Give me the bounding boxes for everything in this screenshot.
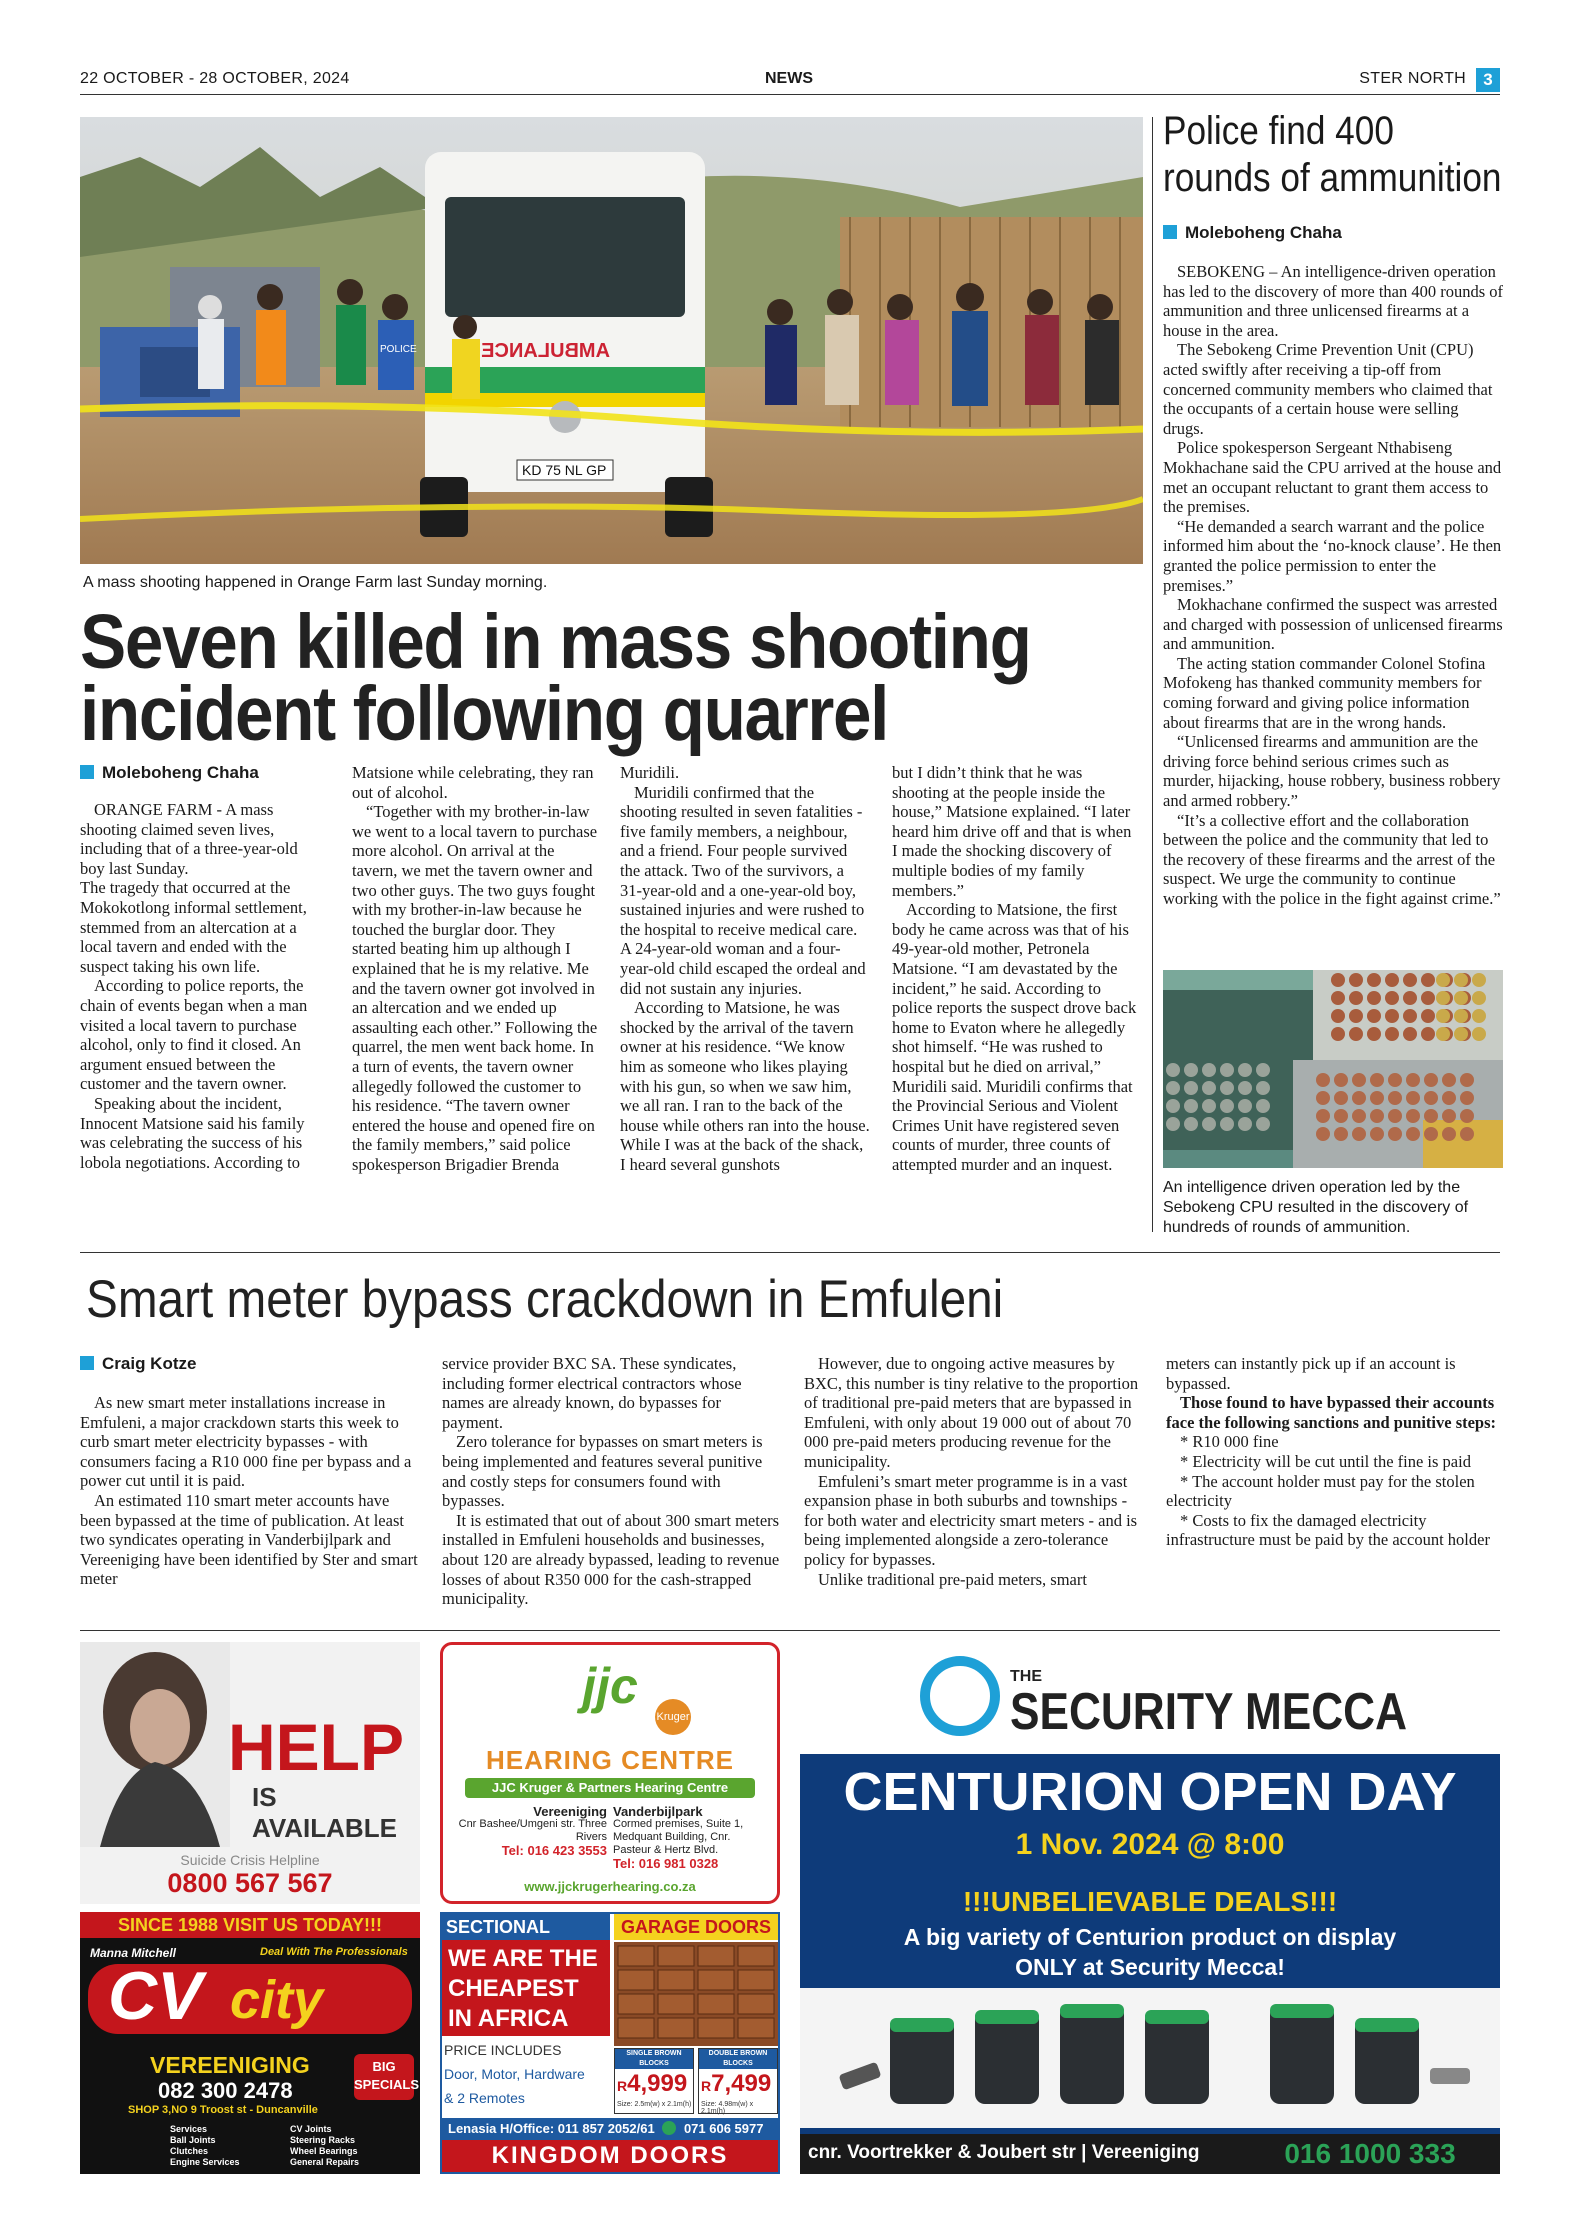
ammunition-round [1403, 991, 1417, 1005]
cv-badge-line1: BIG [372, 2059, 396, 2074]
paragraph: but I didn’t think that he was shooting at the people inside the house,” Matsione explained. “I later heard him drive off and that is when I made the shocking discovery of multiple bodies of my family members.” [892, 763, 1132, 900]
jjc-title: HEARING CENTRE [485, 1745, 734, 1775]
woman-portrait-illustration [80, 1642, 230, 1847]
help-title: HELP [228, 1710, 405, 1784]
ammunition-round [1370, 1127, 1384, 1141]
double-door-amount: 7,499 [711, 2070, 772, 2097]
ammunition-round [1256, 1099, 1270, 1113]
paragraph: As new smart meter installations increase in Emfuleni, a major crackdown starts this week to curb smart meter electricity bypasses - with consumers facing a R10 000 fine per bypass and a power cut until it is paid. [80, 1393, 412, 1491]
page-header [80, 70, 1500, 92]
main-column-1 [80, 800, 320, 1172]
ammunition-round [1442, 1109, 1456, 1123]
side-story-body [1163, 262, 1503, 909]
ammunition-round [1316, 1073, 1330, 1087]
ammunition-round [1436, 1027, 1450, 1041]
smart-column-2 [442, 1354, 782, 1609]
paragraph: ORANGE FARM - A mass shooting claimed seven lives, including that of a three-year-old boy last Sunday. [80, 800, 298, 878]
paragraph [1166, 1393, 1504, 1432]
smart-meter-headline: Smart meter bypass crackdown in Emfuleni [86, 1270, 1004, 1329]
ammunition-round [1454, 1027, 1468, 1041]
double-door-label: DOUBLE BROWN BLOCKS [699, 2049, 777, 2069]
mecca-desc-line1: A big variety of Centurion product on display [903, 1924, 1397, 1950]
ammunition-round [1238, 1117, 1252, 1131]
help-line: Suicide Crisis Helpline [180, 1852, 320, 1868]
paragraph: According to police reports, the chain of events began when a man visited a local tavern to purchase alcohol, only to find it closed. An argument ensued between the customer and the tavern owner. [80, 976, 308, 1094]
single-door-label: SINGLE BROWN BLOCKS [615, 2049, 693, 2069]
section-label: NEWS [765, 70, 813, 87]
ammunition-round [1424, 1073, 1438, 1087]
paragraph: The tragedy that occurred at the Mokokotlong informal settlement, stemmed from an altercation at a local tavern and ended with the suspect taking his own life. [80, 878, 307, 976]
ammunition-round [1442, 1073, 1456, 1087]
cv-city-ad [80, 1912, 420, 2174]
ammunition-round [1370, 1109, 1384, 1123]
ammunition-round [1202, 1081, 1216, 1095]
paragraph: The acting station commander Colonel Stofina Mofokeng has thanked community members for coming forward and giving police information about firearms that are in the wrong hands. [1163, 653, 1486, 732]
paper-name: STER NORTH [1359, 70, 1466, 87]
jjc-logo: jjc [582, 1658, 638, 1714]
jjc-website: www.jjckrugerhearing.co.za [524, 1879, 696, 1894]
smart-meter-byline: Craig Kotze [80, 1354, 196, 1374]
paragraph: “Unlicensed firearms and ammunition are the driving force behind serious crimes such as murder, hijacking, house robbery, business robbery and armed robbery.” [1163, 732, 1501, 811]
ammunition-round [1460, 1091, 1474, 1105]
ammunition-round [1472, 991, 1486, 1005]
section-rule [80, 1252, 1500, 1253]
ammunition-round [1424, 1127, 1438, 1141]
paragraph: Emfuleni’s smart meter programme is in a vast expansion phase in both suburbs and townships - for both water and electricity smart meters - and is being implemented alongside a zero-tolerance policy for bypasses. [804, 1471, 1138, 1569]
cv-logo-cv: CV [108, 1958, 203, 2034]
double-door-size: Size: 4.98m(w) x 2.1m(h) [701, 2101, 754, 2115]
main-column-3 [620, 763, 870, 1174]
ammunition-round [1388, 1073, 1402, 1087]
cv-service: Clutches [170, 2146, 209, 2156]
mecca-logo-band [800, 1642, 1500, 1754]
ammunition-round [1454, 991, 1468, 1005]
mecca-description [800, 1922, 1500, 1982]
ammunition-round [1220, 1081, 1234, 1095]
column-divider [1152, 117, 1153, 1232]
cv-services [170, 2124, 410, 2168]
cv-town: VEREENIGING [150, 2052, 310, 2078]
ammunition-round [1436, 973, 1450, 987]
mecca-event: CENTURION OPEN DAY [843, 1762, 1457, 1822]
ammunition-round [1334, 1091, 1348, 1105]
ammunition-round [1334, 1109, 1348, 1123]
ammunition-round [1349, 973, 1363, 987]
kingdom-whatsapp: 071 606 5977 [683, 2121, 764, 2136]
single-door-amount: 4,999 [627, 2070, 688, 2097]
ammunition-round [1331, 1009, 1345, 1023]
garage-door-panels [614, 1942, 778, 2046]
kingdom-contact-bar [442, 2118, 778, 2140]
ammunition-round [1460, 1109, 1474, 1123]
mecca-deals: !!!UNBELIEVABLE DEALS!!! [962, 1886, 1338, 1917]
paragraph: Muridili confirmed that the shooting resulted in seven fatalities - five family members, a neighbour, and a friend. Four people survived the attack. Two of the survivors, a 31-year-old and a one-year-old boy, sustained injuries and were rushed to the hospital to receive medical care. A 24-year-old woman and a four-year-old child escaped the ordeal and did not sustain any injuries. [620, 782, 866, 998]
gate-motor-products [800, 1988, 1500, 2128]
issue-date: 22 OCTOBER - 28 OCTOBER, 2024 [80, 70, 350, 87]
kingdom-includes-1: Door, Motor, Hardware [444, 2066, 585, 2082]
ammunition-round [1442, 1127, 1456, 1141]
single-door-price [614, 2048, 694, 2114]
paragraph: “Together with my brother-in-law we went to a local tavern to purchase more alcohol. On arrival at the tavern, we met the tavern owner and two other guys. The two guys fought with my brother-in-law because he touched the burglar door. They started beating him up although I explained that he is my relative. Me and the tavern owner got involved in an altercation and we ended up assaulting each other.” Following the quarrel, the men went back home. In a turn of events, the tavern owner allegedly followed the customer to his residence. “The tavern owner entered the house and opened fire on the family members,” said police spokesperson Brigadier Brenda [352, 802, 598, 1174]
kingdom-slogan [442, 1940, 610, 2036]
side-headline-line1: Police find 400 [1163, 109, 1394, 153]
ammunition-round [1424, 1091, 1438, 1105]
kruger-badge: Kruger [655, 1699, 691, 1735]
header-rule [80, 94, 1500, 95]
mecca-address: cnr. Voortrekker & Joubert str | Vereeniging [808, 2142, 1200, 2163]
ammunition-round [1424, 1109, 1438, 1123]
mecca-name: SECURITY MECCA [1010, 1683, 1408, 1741]
paragraph: Speaking about the incident, Innocent Matsione said his family was celebrating the success of his lobola negotiations. According to [80, 1093, 305, 1172]
smart-column-4 [1166, 1354, 1504, 1550]
ammunition-round [1220, 1063, 1234, 1077]
jjc-right-branch [613, 1805, 769, 1870]
ammunition-round [1406, 1073, 1420, 1087]
cv-owner: Manna Mitchell [90, 1946, 177, 1960]
main-column-4 [892, 763, 1140, 1174]
kingdom-slogan-3: IN AFRICA [448, 2005, 569, 2032]
cv-service: General Repairs [290, 2157, 360, 2167]
paragraph: meters can instantly pick up if an account is bypassed. [1166, 1354, 1456, 1393]
jjc-right-address: Cormed premises, Suite 1, Medquant Building, Cnr. Pasteur & Hertz Blvd. [613, 1818, 744, 1856]
ammunition-round [1352, 1073, 1366, 1087]
currency: R [617, 2078, 628, 2094]
ammunition-round [1367, 1009, 1381, 1023]
ammunition-round [1442, 1091, 1456, 1105]
ammunition-round [1421, 973, 1435, 987]
mecca-date: 1 Nov. 2024 @ 8:00 [1015, 1828, 1285, 1861]
ammunition-round [1388, 1127, 1402, 1141]
jjc-left-address: Cnr Bashee/Umgeni str. Three Rivers [458, 1818, 607, 1843]
mecca-logo-icon [920, 1656, 1000, 1736]
ammunition-round [1166, 1081, 1180, 1095]
ammunition-round [1367, 973, 1381, 987]
ammunition-round [1367, 991, 1381, 1005]
cv-service: Steering Racks [290, 2135, 356, 2145]
ammunition-round [1220, 1099, 1234, 1113]
ammunition-round [1349, 991, 1363, 1005]
jjc-right-tel: Tel: 016 981 0328 [613, 1856, 719, 1871]
ammunition-round [1352, 1091, 1366, 1105]
ammunition-round [1472, 1009, 1486, 1023]
number-plate: KD 75 NL GP [522, 462, 607, 478]
ammunition-round [1403, 1027, 1417, 1041]
kingdom-brand: KINGDOM DOORS [442, 2140, 778, 2172]
paragraph: The Sebokeng Crime Prevention Unit (CPU) acted swiftly after receiving a tip-off from concerned community members who claimed that the occupants of a certain house were selling drugs. [1163, 340, 1493, 438]
ammunition-round [1166, 1117, 1180, 1131]
kingdom-doors-ad [440, 1912, 780, 2174]
ammunition-round [1370, 1073, 1384, 1087]
ammunition-round [1184, 1081, 1198, 1095]
main-headline-line1: Seven killed in mass shooting [80, 599, 1031, 685]
smart-column-1 [80, 1393, 420, 1589]
ammunition-round [1460, 1127, 1474, 1141]
ammunition-round [1184, 1117, 1198, 1131]
ammunition-round [1334, 1073, 1348, 1087]
ammunition-round [1256, 1117, 1270, 1131]
kingdom-price-label: PRICE INCLUDES [444, 2042, 562, 2058]
ammunition-round [1403, 973, 1417, 987]
ammunition-photo [1163, 970, 1503, 1168]
ammunition-round [1436, 991, 1450, 1005]
ammunition-round [1349, 1009, 1363, 1023]
ammunition-round [1436, 1009, 1450, 1023]
ammunition-round [1388, 1091, 1402, 1105]
main-story-photo [80, 117, 1143, 564]
cv-service: CV Joints [290, 2124, 332, 2134]
kingdom-slogan-2: CHEAPEST [448, 1975, 579, 2002]
paragraph: An estimated 110 smart meter accounts have been bypassed at the time of publication. At least two syndicates operating in Vanderbijlpark and Vereeniging have been identified by Ster and smart meter [80, 1490, 418, 1589]
ammunition-round [1166, 1063, 1180, 1077]
ammunition-round [1316, 1109, 1330, 1123]
jjc-subtitle: JJC Kruger & Partners Hearing Centre [465, 1778, 755, 1798]
ammunition-round [1166, 1099, 1180, 1113]
cv-tagline: Deal With The Professionals [260, 1946, 408, 1958]
ammunition-round [1238, 1081, 1252, 1095]
main-column-2 [352, 763, 600, 1174]
ammunition-round [1331, 973, 1345, 987]
jjc-hearing-ad [440, 1642, 780, 1904]
police-vest-lettering: POLICE [380, 344, 417, 355]
ammunition-round [1316, 1091, 1330, 1105]
ammunition-round [1388, 1109, 1402, 1123]
ammunition-round [1454, 973, 1468, 987]
gate-motors-display [800, 1988, 1500, 2128]
paragraph: Zero tolerance for bypasses on smart meters is being implemented and features several punitive and costly steps for consumers found with bypasses. [442, 1432, 763, 1511]
ammunition-round [1454, 1009, 1468, 1023]
main-photo-caption: A mass shooting happened in Orange Farm last Sunday morning. [83, 574, 548, 591]
ammunition-round [1352, 1109, 1366, 1123]
currency: R [701, 2078, 712, 2094]
cv-service: Wheel Bearings [290, 2146, 358, 2156]
paragraph: Mokhachane confirmed the suspect was arrested and charged with possession of unlicensed firearms and ammunition. [1163, 595, 1503, 654]
cv-logo-city: city [230, 1970, 324, 2030]
paragraph: However, due to ongoing active measures by BXC, this number is tiny relative to the proportion of traditional pre-paid meters that are bypassed in Emfuleni, with only about 19 000 out of about 70 000 pre-paid meters producing revenue for the municipality. [804, 1354, 1139, 1471]
cv-badge-line2: SPECIALS [354, 2077, 420, 2092]
ammunition-round [1184, 1063, 1198, 1077]
cv-phone: 082 300 2478 [158, 2078, 293, 2103]
ammunition-round [1385, 991, 1399, 1005]
cv-service: Services [170, 2124, 208, 2134]
cv-service: Ball Joints [170, 2135, 216, 2145]
ammunition-round [1421, 1027, 1435, 1041]
kingdom-slogan-1: WE ARE THE [448, 1945, 598, 1972]
ammunition-round [1220, 1117, 1234, 1131]
double-door-price [698, 2048, 778, 2114]
paragraph: “He demanded a search warrant and the police informed him about the ‘no-knock clause’. He then granted the police permission to enter the premises.” [1163, 516, 1502, 595]
cv-specials-badge [354, 2054, 420, 2100]
main-byline: Moleboheng Chaha [80, 763, 259, 783]
security-mecca-ad [800, 1642, 1500, 2174]
cv-address: SHOP 3,NO 9 Troost st - Duncanville [128, 2104, 318, 2116]
ammunition-round [1184, 1099, 1198, 1113]
ammunition-round [1472, 973, 1486, 987]
ammunition-round [1238, 1099, 1252, 1113]
paragraph: service provider BXC SA. These syndicates, including former electrical contractors whose names are already known, do bypasses for payment. [442, 1354, 742, 1432]
paragraph: Unlike traditional pre-paid meters, smart [818, 1569, 1087, 1589]
kingdom-left-head: SECTIONAL [442, 1914, 610, 1940]
smart-column-3 [804, 1354, 1144, 1589]
garage-door-illustration [614, 1942, 778, 2046]
sanction-item: * Electricity will be cut until the fine is paid [1180, 1451, 1471, 1471]
side-headline-line2: rounds of ammunition [1163, 156, 1502, 200]
kingdom-right-head: GARAGE DOORS [614, 1914, 778, 1940]
help-ad [80, 1642, 420, 1904]
kingdom-includes-2: & 2 Remotes [444, 2090, 525, 2106]
ammunition-photo-caption: An intelligence driven operation led by the Sebokeng CPU resulted in the discovery of hundreds of rounds of ammunition. [1163, 1179, 1469, 1236]
paragraph: According to Matsione, the first body he came across was that of his 49-year-old mother, Petronela Matsione. “I am devastated by the incident,” he said. According to police reports the suspect drove back home to Evaton where he allegedly shot himself. “He was rushed to hospital but he died on arrival,” Muridili said. Muridili confirms that the Provincial Serious and Violent Crimes Unit have registered seven counts of murder, three counts of attempted murder and an inquest. [892, 900, 1137, 1174]
jjc-left-tel: Tel: 016 423 3553 [501, 1843, 607, 1858]
paragraph: SEBOKENG – An intelligence-driven operation has led to the discovery of more than 400 rounds of ammunition and three unlicensed firearms at a house in the area. [1163, 262, 1504, 340]
ambulance-lettering: AMBULANCE [481, 340, 610, 362]
ammunition-round [1202, 1099, 1216, 1113]
sanction-item: * R10 000 fine [1180, 1432, 1279, 1452]
ammunition-round [1256, 1063, 1270, 1077]
ads-rule [80, 1630, 1500, 1631]
page-number: 3 [1476, 68, 1500, 92]
help-phone: 0800 567 567 [167, 1868, 333, 1898]
paragraph: “It’s a collective effort and the collaboration between the police and the community that led to the recovery of these firearms and the arrest of the suspect. We urge the community to continue working with the police in the fight against crime.” [1163, 810, 1501, 908]
paragraph: Muridili. [620, 763, 680, 782]
kingdom-office: Lenasia H/Office: 011 857 2052/61 [448, 2121, 655, 2136]
ammunition-round [1334, 1127, 1348, 1141]
mecca-desc-line2: ONLY at Security Mecca! [1015, 1954, 1285, 1980]
ammunition-round [1352, 1127, 1366, 1141]
paragraph: According to Matsione, he was shocked by the arrival of the tavern owner at his residence. “We know him as someone who likes playing with his gun, so when we saw him, we all ran. I ran to the back of the house while others ran into the house. While I was at the back of the shack, I heard several gunshots [620, 998, 870, 1174]
ammunition-round [1421, 1009, 1435, 1023]
ammunition-round [1370, 1091, 1384, 1105]
crime-scene-illustration [80, 117, 1143, 564]
ammunition-round [1385, 1027, 1399, 1041]
paragraph: Matsione while celebrating, they ran out of alcohol. [352, 763, 594, 802]
single-door-size: Size: 2.5m(w) x 2.1m(h) [617, 2101, 692, 2108]
ammunition-round [1367, 1027, 1381, 1041]
sanction-item: * The account holder must pay for the stolen electricity [1166, 1471, 1475, 1511]
ammunition-round [1472, 1027, 1486, 1041]
cv-top-banner: SINCE 1988 VISIT US TODAY!!! [80, 1912, 420, 1938]
paragraph: Police spokesperson Sergeant Nthabiseng Mokhachane said the CPU arrived at the house and met an occupant reluctant to grant them access to the premises. [1163, 438, 1502, 517]
ammunition-round [1331, 1027, 1345, 1041]
ammunition-round [1385, 1009, 1399, 1023]
ammunition-round [1403, 1009, 1417, 1023]
side-headline [1163, 108, 1502, 202]
ammunition-round [1316, 1127, 1330, 1141]
ammunition-round [1331, 991, 1345, 1005]
main-headline-line2: incident following quarrel [80, 671, 889, 757]
ammunition-illustration [1163, 970, 1503, 1168]
ammunition-round [1385, 973, 1399, 987]
jjc-left-head: Vereeniging [533, 1804, 607, 1819]
jjc-left-branch [457, 1805, 607, 1857]
side-byline: Moleboheng Chaha [1163, 223, 1342, 243]
whatsapp-icon [662, 2121, 676, 2135]
ammunition-round [1238, 1063, 1252, 1077]
ammunition-round [1460, 1073, 1474, 1087]
ammunition-round [1406, 1091, 1420, 1105]
ammunition-round [1202, 1117, 1216, 1131]
mecca-the: THE [1010, 1668, 1042, 1685]
ammunition-round [1256, 1081, 1270, 1095]
help-subtitle: IS AVAILABLE [252, 1782, 397, 1843]
jjc-right-head: Vanderbijlpark [613, 1804, 703, 1819]
cv-service: Engine Services [170, 2157, 240, 2167]
ammunition-round [1421, 991, 1435, 1005]
ammunition-round [1406, 1109, 1420, 1123]
sanctions-intro: Those found to have bypassed their accounts face the following sanctions and punitive steps: [1166, 1393, 1497, 1432]
paragraph: It is estimated that out of about 300 smart meters installed in Emfuleni households and businesses, about 120 are already bypassed, leading to revenue losses of about R350 000 for the cash-strapped municipality. [442, 1510, 780, 1609]
ammunition-round [1349, 1027, 1363, 1041]
sanction-item: * Costs to fix the damaged electricity infrastructure must be paid by the account holder [1166, 1510, 1490, 1550]
ammunition-round [1202, 1063, 1216, 1077]
ammunition-round [1406, 1127, 1420, 1141]
mecca-footer [800, 2134, 1500, 2174]
mecca-phone: 016 1000 333 [1240, 2134, 1500, 2174]
